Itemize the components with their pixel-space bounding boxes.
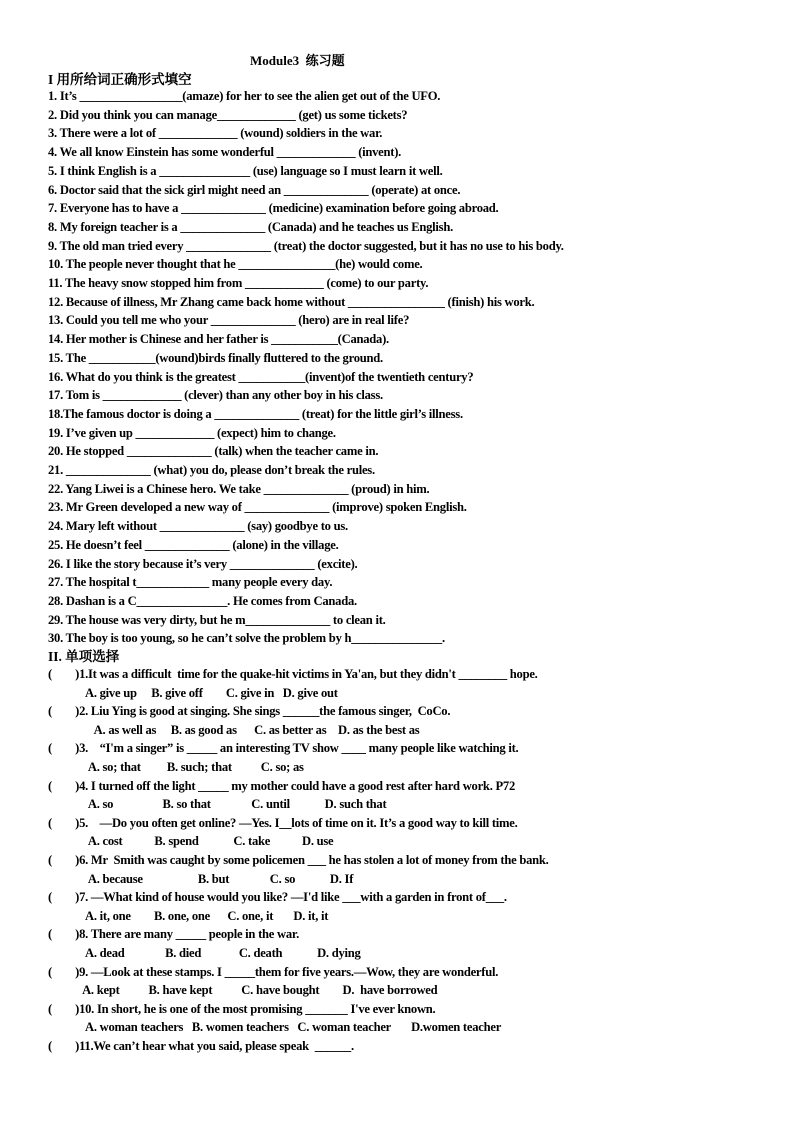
choice-options: A. kept B. have kept C. have bought D. have borrowed xyxy=(48,983,438,998)
fill-in-question: 17. Tom is _____________ (clever) than any other boy in his class. xyxy=(48,388,383,403)
choice-options: A. give up B. give off C. give in D. give out xyxy=(48,685,338,700)
choice-options: A. woman teachers B. women teachers C. woman teacher D.women teacher xyxy=(48,1020,502,1035)
fill-in-question: 9. The old man tried every ______________ (treat) the doctor suggested, but it has no use to his body. xyxy=(48,238,564,253)
choice-question: ( )8. There are many _____ people in the war. xyxy=(48,927,299,942)
choice-options: A. it, one B. one, one C. one, it D. it, it xyxy=(48,908,329,923)
fill-in-question: 20. He stopped ______________ (talk) when the teacher came in. xyxy=(48,444,379,459)
fill-in-question: 25. He doesn’t feel ______________ (alone) in the village. xyxy=(48,537,339,552)
fill-in-question: 14. Her mother is Chinese and her father is ___________(Canada). xyxy=(48,332,389,347)
choice-question: ( )6. Mr Smith was caught by some policemen ___ he has stolen a lot of money from the bank. xyxy=(48,853,549,867)
choice-options: A. so B. so that C. until D. such that xyxy=(48,797,387,812)
choice-question: ( )9. —Look at these stamps. I _____them for five years.—Wow, they are wonderful. xyxy=(48,964,499,979)
choice-question: ( )2. Liu Ying is good at singing. She sings ______the famous singer, CoCo. xyxy=(48,704,451,719)
fill-in-question: 27. The hospital t____________ many people every day. xyxy=(48,575,333,590)
fill-in-question: 24. Mary left without ______________ (say) goodbye to us. xyxy=(48,519,348,534)
fill-in-question: 13. Could you tell me who your ______________ (hero) are in real life? xyxy=(48,313,410,328)
fill-in-question: 16. What do you think is the greatest ___________(invent)of the twentieth century? xyxy=(48,369,474,384)
fill-in-question: 1. It’s _________________(amaze) for her to see the alien get out of the UFO. xyxy=(48,89,441,103)
choice-options: A. cost B. spend C. take D. use xyxy=(48,834,334,849)
fill-in-question: 22. Yang Liwei is a Chinese hero. We take ______________ (proud) in him. xyxy=(48,481,430,496)
choice-question: ( )1.It was a difficult time for the quake-hit victims in Ya'an, but they didn't ________ hope. xyxy=(48,667,538,681)
fill-in-question: 3. There were a lot of _____________ (wound) soldiers in the war. xyxy=(48,126,383,141)
choice-options: A. as well as B. as good as C. as better as D. as the best as xyxy=(48,722,420,737)
choice-question: ( )3. “I'm a singer” is _____ an interesting TV show ____ many people like watching it. xyxy=(48,741,519,756)
fill-in-question: 10. The people never thought that he ________________(he) would come. xyxy=(48,257,423,272)
fill-in-question: 2. Did you think you can manage_____________ (get) us some tickets? xyxy=(48,107,408,122)
fill-in-question: 30. The boy is too young, so he can’t solve the problem by h_______________. xyxy=(48,631,445,646)
fill-in-question: 21. ______________ (what) you do, please don’t break the rules. xyxy=(48,463,375,477)
fill-in-question: 26. I like the story because it’s very ______________ (excite). xyxy=(48,556,358,571)
worksheet-title: Module3 练习题 xyxy=(250,53,345,68)
fill-in-question: 4. We all know Einstein has some wonderful _____________ (invent). xyxy=(48,145,402,160)
fill-in-question: 6. Doctor said that the sick girl might need an ______________ (operate) at once. xyxy=(48,182,461,197)
fill-in-question: 7. Everyone has to have a ______________ (medicine) examination before going abroad. xyxy=(48,201,499,216)
section-heading-fill-in: I 用所给词正确形式填空 xyxy=(48,72,192,87)
fill-in-question: 15. The ___________(wound)birds finally fluttered to the ground. xyxy=(48,350,383,365)
choice-question: ( )5. —Do you often get online? —Yes. I__lots of time on it. It’s a good way to kill time. xyxy=(48,815,518,830)
fill-in-question: 11. The heavy snow stopped him from _____________ (come) to our party. xyxy=(48,276,429,290)
fill-in-question: 8. My foreign teacher is a ______________ (Canada) and he teaches us English. xyxy=(48,219,453,234)
choice-options: A. because B. but C. so D. If xyxy=(48,871,354,886)
choice-options: A. dead B. died C. death D. dying xyxy=(48,946,361,960)
fill-in-question: 12. Because of illness, Mr Zhang came back home without ________________ (finish) his work. xyxy=(48,294,535,309)
fill-in-question: 19. I’ve given up _____________ (expect) him to change. xyxy=(48,425,336,440)
section-heading-multiple-choice: II. 单项选择 xyxy=(48,649,120,664)
fill-in-question: 18.The famous doctor is doing a ______________ (treat) for the little girl’s illness. xyxy=(48,406,463,421)
fill-in-question: 23. Mr Green developed a new way of ______________ (improve) spoken English. xyxy=(48,500,467,515)
choice-options: A. so; that B. such; that C. so; as xyxy=(48,760,304,774)
choice-question: ( )10. In short, he is one of the most promising _______ I've ever known. xyxy=(48,1001,436,1016)
fill-in-question: 28. Dashan is a C_______________. He comes from Canada. xyxy=(48,593,357,608)
choice-question: ( )11.We can’t hear what you said, please speak ______. xyxy=(48,1039,354,1053)
fill-in-question: 5. I think English is a _______________ (use) language so I must learn it well. xyxy=(48,163,443,178)
choice-question: ( )4. I turned off the light _____ my mother could have a good rest after hard work. P72 xyxy=(48,778,516,793)
choice-question: ( )7. —What kind of house would you like? —I'd like ___with a garden in front of___. xyxy=(48,890,507,905)
fill-in-question: 29. The house was very dirty, but he m______________ to clean it. xyxy=(48,612,386,627)
